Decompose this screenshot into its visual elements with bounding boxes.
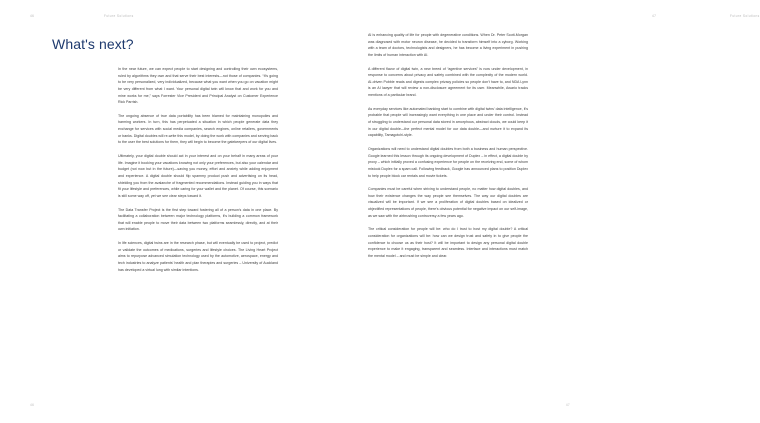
right-folio: 47 [565,403,570,407]
paragraph: Companies must be careful when striving to understand people, no matter how digital doubles, and how their existence changes the way people see themselves. The way our digital doubles are visualized will be important. If we see a proliferation of digital doubles based on idealized or objectified representations of people, there's obvious potential for negative impact on our self-image, as we saw with the airbrushing controversy a few years ago. [368,187,528,218]
right-running-head-text: Future Solutions [730,14,760,18]
right-page [300,0,760,423]
paragraph: Ultimately, your digital double should act in your interest and on your behalf in many areas of your life. Imagine it booking your vacations knowing not only your preferences, but also your calendar and budget (not now but in the future)—saving you money, effort and anxiety while adding enjoyment and experience. A digital double should flip spammy product push and advertising on its head, shielding you from the avalanche of fragmented recommendations. Instead guiding you in ways that fit your lifestyle and preferences, while caring for your wallet and the planet. Of course, this scenario is still some way off, yet we see clear steps toward it. [118,154,279,198]
page-title: What's next? [52,36,134,52]
paragraph: As everyday services like automated banking start to combine with digital twins' data intelligence, it's probable that people will increasingly want everything in one place and under their control. Instead of struggling to understand our personal data stored in amorphous, abstract clouds, we could keep it in our digital double—the perfect mental model for our data double—and nurture it to expand its capability, Tamagotchi-style. [368,106,528,138]
paragraph: In life sciences, digital twins are in the research phase, but will eventually be used to project, predict or validate the outcomes of medications, surgeries and lifestyle choices. The Living Heart Project aims to repurpose advanced simulation technology used by the automotive, aerospace, energy and tech industries to analyze patients' health and plan therapies and surgeries – University of Auckland has developed a virtual lung with similar intentions. [118,241,278,272]
paragraph: The Data Transfer Project is the first step toward fostering all of a person's data in one place. By facilitating a collaboration between major technology platforms, it's building a common framework that will enable people to move their data between two platforms seamlessly, directly, and at their own initiation. [118,207,278,232]
left-page [0,0,300,423]
paragraph: A different flavor of digital twin, a new breed of “agentive services” is now under development, in response to concerns about privacy and safety combined with the complexity of the modern world. AI-driven Pobble reads and digests complex privacy policies so people don't have to, and NDA Lynn is an AI lawyer that will review a non-disclosure agreement for its user. Meanwhile, Awario tracks mentions of a particular brand. [368,66,528,98]
paragraph: The ongoing absence of true data portability has been blamed for maintaining monopolies and harming workers. In turn, this has perpetuated a situation in which people generate data they exchange for services with social media companies, search engines, online retailers, governments or banks. Digital doubles will re-write this model, by doing the work with companies and serving back to the user the best solutions for them, they will begin to become the gatekeepers of our digital lives. [118,113,278,145]
left-folio: 46 [30,403,35,407]
paragraph: Organizations will need to understand digital doubles from both a business and human perspective. Google learned this lesson through its ongoing development of Duplex – in effect, a digital double by proxy – which initially proved a confusing experience for people on the receiving end, some of whom mistook Duplex for a spam call. Following feedback, Google has announced plans to position Duplex to help people block car rentals and movie tickets. [368,146,529,178]
left-running-head-text: Future Solutions [104,14,134,18]
left-running-head-number: 46 [30,14,35,18]
paragraph: In the near future, we can expect people to start designing and controlling their own ecosystems, ruled by algorithms they own and that serve their best interests—not those of companies. “It's going to be very personalized, very individualized, because what you want when you go on vacation might be very different from what I want. Your personal digital twin will know that and work for you and mine works for me,” says Forrester Vice President and Principal Analyst on Customer Experience Rick Parrish. [118,67,278,105]
paragraph: The critical consideration for people will be: who do I trust to host my digital double? A critical consideration for organizations will be: how can we design trust and safety in to give people the confidence to choose us as their host? It will be important to design any personal digital double experience to make it engaging, transparent and seamless. Interface and interactions must match the mental model – and must be simple and clear. [368,227,528,258]
right-text-column [368,32,528,260]
left-text-column [118,66,278,273]
right-running-head-number: 47 [652,14,657,18]
paragraph: AI is enhancing quality of life for people with degenerative conditions. When Dr. Peter Scott-Morgan was diagnosed with motor neuron disease, he decided to transform himself into a cyborg. Working with a team of doctors, technologists and designers, he has become a living experiment in pushing the limits of human interaction with AI. [368,33,528,57]
